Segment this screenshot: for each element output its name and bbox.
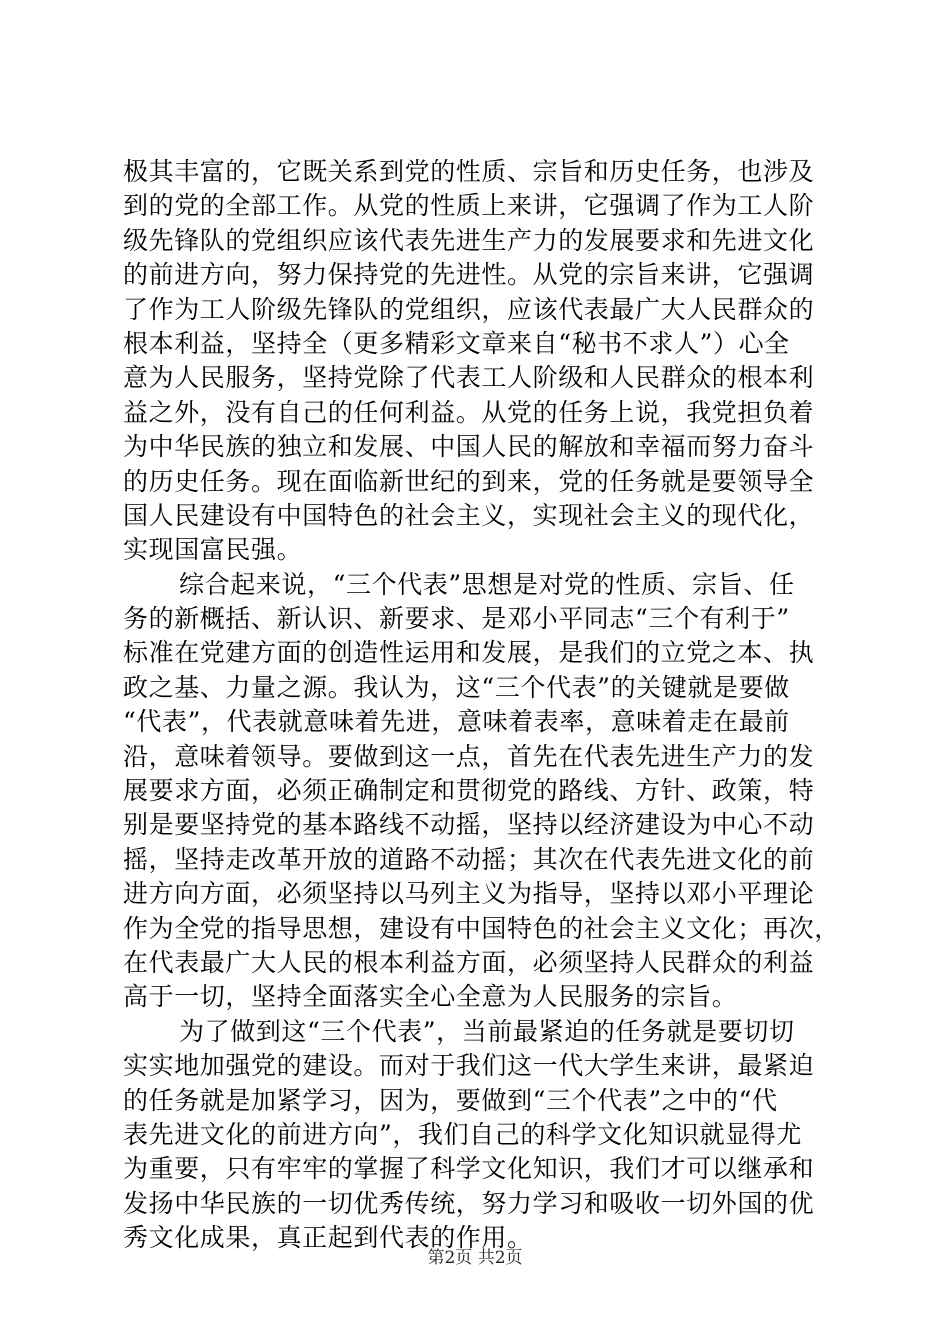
- text-line: 实现国富民强。: [123, 535, 303, 565]
- text-line: 发扬中华民族的一切优秀传统，努力学习和吸收一切外国的优: [123, 1188, 815, 1218]
- text-line: “代表”，代表就意味着先进，意味着表率，意味着走在最前: [123, 707, 790, 737]
- text-line: 作为全党的指导思想，建设有中国特色的社会主义文化；再次，: [123, 913, 840, 943]
- document-body: [123, 155, 843, 1256]
- text-line: 表先进文化的前进方向”，我们自己的科学文化知识就显得尤: [123, 1119, 802, 1149]
- text-line: 为中华民族的独立和发展、中国人民的解放和幸福而努力奋斗: [123, 432, 815, 462]
- text-line: 的前进方向，努力保持党的先进性。从党的宗旨来讲，它强调: [123, 260, 815, 290]
- text-line: 到的党的全部工作。从党的性质上来讲，它强调了作为工人阶: [123, 191, 815, 221]
- text-line: 在代表最广大人民的根本利益方面，必须坚持人民群众的利益: [123, 947, 815, 977]
- text-line: 级先锋队的党组织应该代表先进生产力的发展要求和先进文化: [123, 225, 815, 255]
- text-line: 的任务就是加紧学习，因为，要做到“三个代表”之中的“代: [123, 1085, 778, 1115]
- text-line: 高于一切，坚持全面落实全心全意为人民服务的宗旨。: [123, 982, 738, 1012]
- text-line: 政之基、力量之源。我认为，这“三个代表”的关键就是要做: [123, 672, 790, 702]
- text-line: 别是要坚持党的基本路线不动摇，坚持以经济建设为中心不动: [123, 810, 815, 840]
- text-line: 实实地加强党的建设。而对于我们这一代大学生来讲，最紧迫: [123, 1051, 815, 1081]
- text-line: 秀文化成果，真正起到代表的作用。: [123, 1223, 533, 1253]
- text-line: 沿，意味着领导。要做到这一点，首先在代表先进生产力的发: [123, 741, 815, 771]
- page-number-footer: 第2页 共2页: [427, 1248, 523, 1268]
- text-line: 了作为工人阶级先锋队的党组织，应该代表最广大人民群众的: [123, 294, 815, 324]
- text-line: 益之外，没有自己的任何利益。从党的任务上说，我党担负着: [123, 397, 815, 427]
- text-line: 务的新概括、新认识、新要求、是邓小平同志“三个有利于”: [123, 604, 790, 634]
- text-line: 展要求方面，必须正确制定和贯彻党的路线、方针、政策，特: [123, 776, 815, 806]
- text-line: 为重要，只有牢牢的掌握了科学文化知识，我们才可以继承和: [123, 1154, 815, 1184]
- text-line: 摇，坚持走改革开放的道路不动摇；其次在代表先进文化的前: [123, 844, 815, 874]
- paragraph-first-line: 综合起来说，“三个代表”思想是对党的性质、宗旨、任: [179, 569, 795, 599]
- text-line: 意为人民服务，坚持党除了代表工人阶级和人民群众的根本利: [123, 363, 815, 393]
- text-line: 根本利益，坚持全（更多精彩文章来自“秘书不求人”）心全: [123, 328, 790, 358]
- text-line: 极其丰富的，它既关系到党的性质、宗旨和历史任务，也涉及: [123, 157, 815, 186]
- paragraph-first-line: 为了做到这“三个代表”，当前最紧迫的任务就是要切切: [179, 1016, 795, 1046]
- text-line: 标准在党建方面的创造性运用和发展，是我们的立党之本、执: [123, 638, 815, 668]
- text-line: 的历史任务。现在面临新世纪的到来，党的任务就是要领导全: [123, 466, 815, 496]
- text-line: 进方向方面，必须坚持以马列主义为指导，坚持以邓小平理论: [123, 879, 815, 909]
- text-line: 国人民建设有中国特色的社会主义，实现社会主义的现代化，: [123, 500, 815, 530]
